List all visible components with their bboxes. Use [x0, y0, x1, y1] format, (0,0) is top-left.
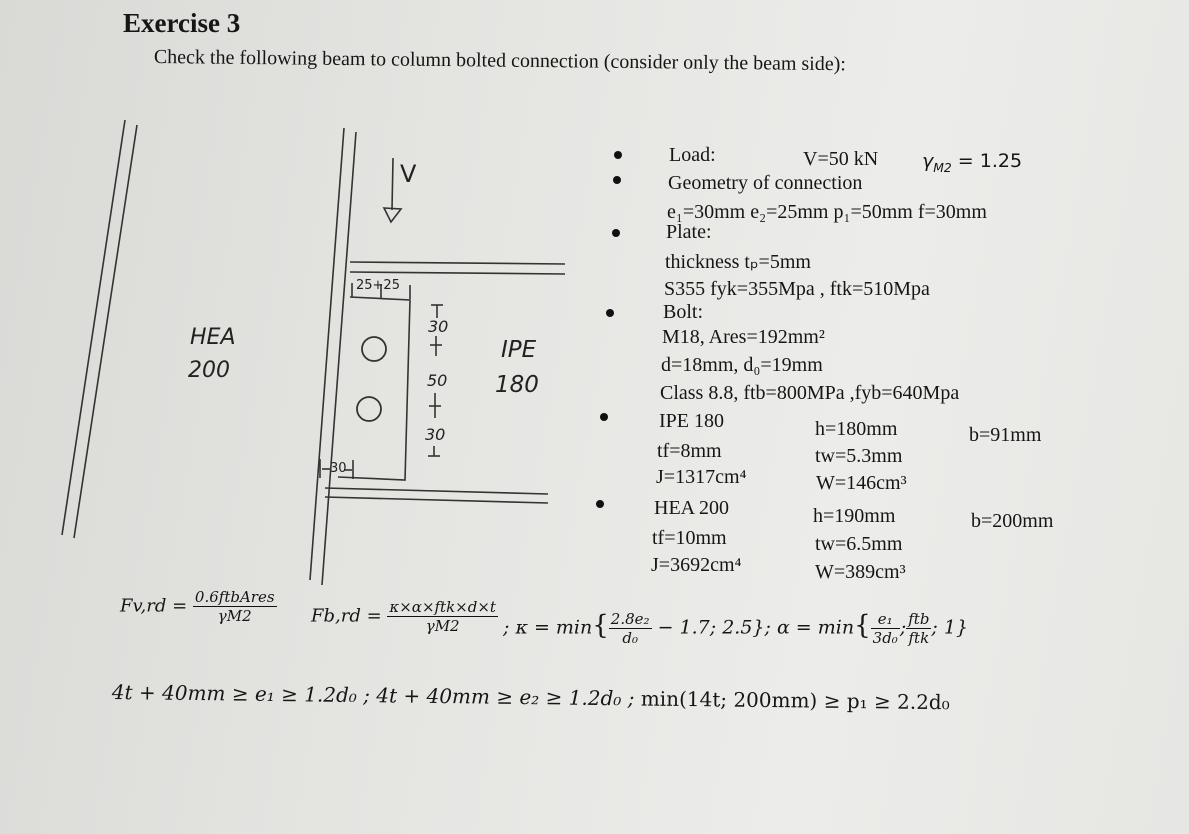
bullet: [606, 309, 614, 317]
plate-label: Plate:: [666, 221, 712, 243]
column-flange-line: [74, 125, 137, 538]
bullet: [596, 500, 604, 508]
bolt-diameters: d=18mm, d₀=19mm: [661, 354, 823, 376]
end-distance-dimension: 30: [428, 317, 449, 336]
hea-name: HEA 200: [654, 497, 729, 519]
end-distance-bottom-dimension: 30: [425, 425, 446, 444]
ipe-height: h=180mm: [815, 418, 898, 440]
column-flange-line: [62, 120, 125, 535]
column-section-label: HEA: [190, 325, 236, 350]
shear-resistance-formula: Fv,rd = $\frac{\text{0.6ftbAres}}{\gamma M2}$: [120, 588, 275, 625]
beam-section-size: 180: [495, 372, 539, 398]
load-label: Load:: [669, 144, 716, 166]
bolt-size-area: M18, Ares=192mm²: [662, 326, 825, 348]
pitch-dimension: 50: [427, 371, 448, 390]
hea-section-modulus: W=389cm³: [815, 561, 906, 583]
ipe-name: IPE 180: [659, 410, 724, 432]
plate-thickness: thickness tₚ=5mm: [665, 251, 811, 273]
bearing-resistance-formula: Fb,rd = $\frac{\text{κ×α×ftk×d×t}}{\gamma M2}$: [311, 598, 496, 635]
bolt-hole: [362, 337, 386, 361]
bullet: [614, 151, 622, 159]
hea-width: b=200mm: [971, 510, 1054, 532]
hea-flange-thickness: tf=10mm: [652, 527, 727, 549]
load-arrowhead: [384, 208, 401, 222]
ipe-web-thickness: tw=5.3mm: [815, 445, 903, 467]
ipe-section-modulus: W=146cm³: [816, 472, 907, 494]
beam-section-label: IPE: [501, 337, 537, 363]
bullet: [613, 176, 621, 184]
edge-distance-left-dimension: 30: [330, 461, 347, 476]
bolt-class: Class 8.8, ftb=800MPa ,fyb=640Mpa: [660, 382, 960, 404]
hea-inertia: J=3692cm⁴: [651, 554, 742, 576]
kappa-alpha-formula: ; κ = min{ $\frac{\text{2.8e₂}}{\text{d₀}}$ − 1.7; 2.5}; α = min{ $\frac{\text{e₁}}{\text{3d₀}}$ ; $\frac{\text{ftb}}{\text{ftk}}$ ; 1}: [503, 610, 969, 647]
exercise-instruction: Check the following beam to column bolted connection (consider only the beam side):: [153, 46, 847, 76]
edge-distance-top-dimension: 25+25: [356, 278, 400, 293]
bullet: [600, 413, 608, 421]
geometry-values: e₁=30mm e₂=25mm p₁=50mm f=30mm: [667, 201, 987, 223]
plate-steel-grade: S355 fyk=355Mpa , ftk=510Mpa: [664, 278, 930, 300]
column-section-size: 200: [188, 358, 230, 383]
geometry-label: Geometry of connection: [668, 172, 863, 194]
ipe-flange-thickness: tf=8mm: [657, 440, 722, 462]
ipe-width: b=91mm: [969, 424, 1042, 446]
bolt-label: Bolt:: [663, 301, 704, 323]
hea-height: h=190mm: [813, 505, 896, 527]
exercise-title: Exercise 3: [123, 8, 241, 38]
edge-distance-limits: 4t + 40mm ≥ e₁ ≥ 1.2d₀ ; 4t + 40mm ≥ e₂ ≥ 1.2d₀ ; min(14t; 200mm) ≥ p₁ ≥ 2.2d₀: [111, 680, 950, 715]
hea-web-thickness: tw=6.5mm: [815, 533, 903, 555]
bullet: [612, 229, 620, 237]
end-plate: [338, 297, 410, 480]
partial-factor: $\gamma_{M2} = 1.25$: [922, 150, 1023, 175]
load-value: V=50 kN: [803, 148, 879, 170]
shear-force-label: V: [400, 160, 417, 188]
bolt-hole: [357, 397, 381, 421]
load-arrow: [392, 158, 393, 210]
ipe-inertia: J=1317cm⁴: [656, 466, 747, 488]
